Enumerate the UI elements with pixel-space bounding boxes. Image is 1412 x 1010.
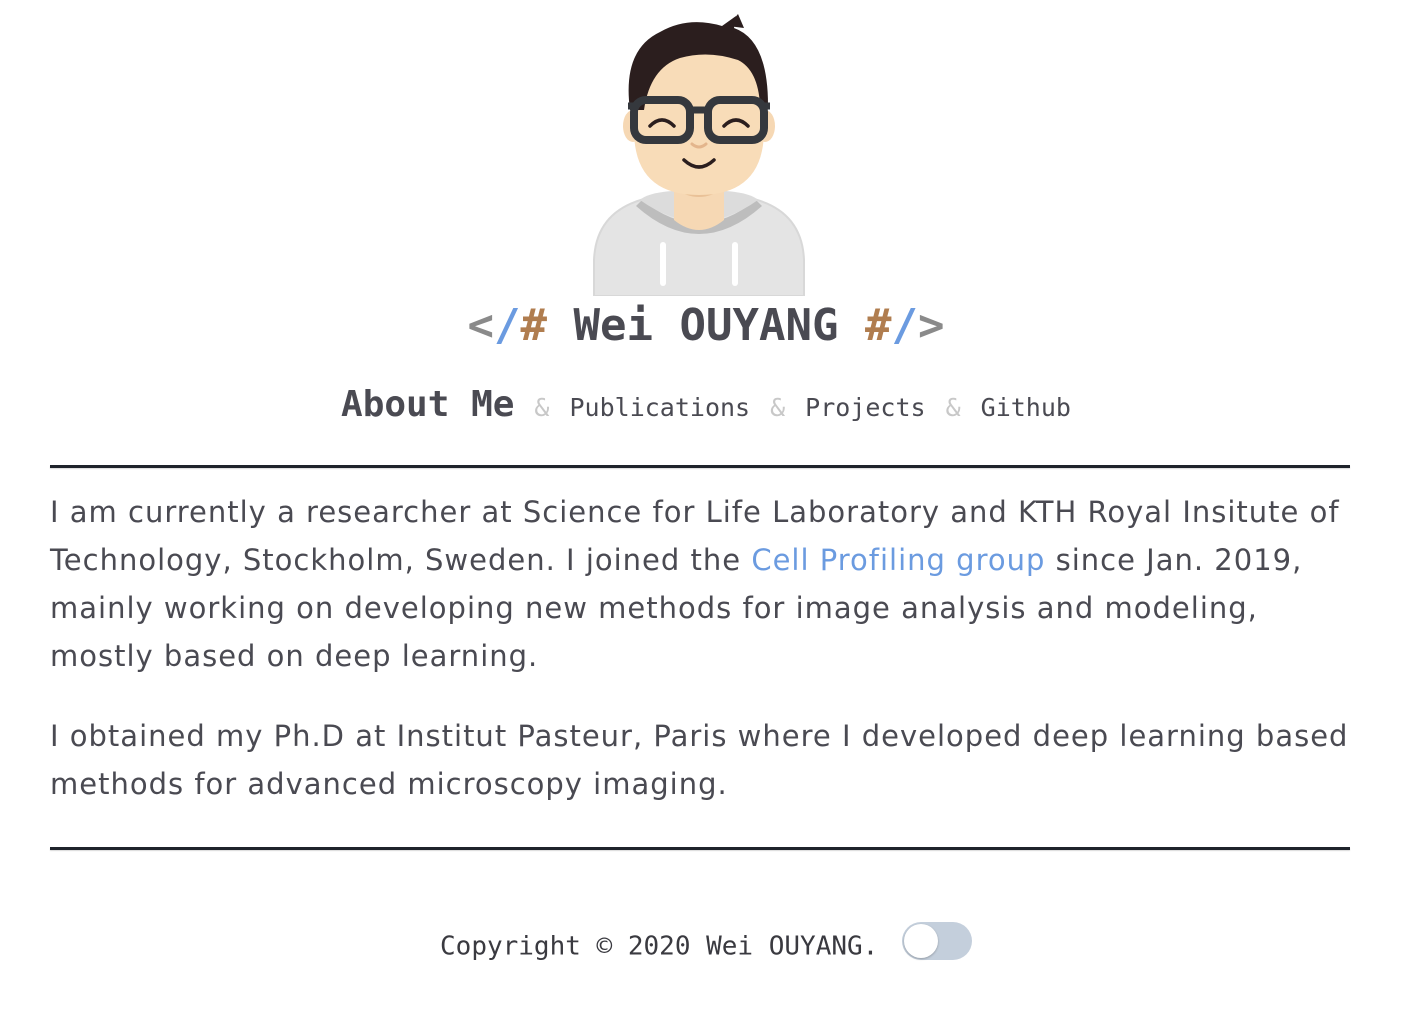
- about-content: [50, 488, 1355, 840]
- about-paragraph-2: I obtained my Ph.D at Institut Pasteur, Paris where I developed deep learning based methods for advanced microscopy imaging.: [50, 719, 1349, 801]
- divider-top: [50, 465, 1350, 468]
- copyright-text: Copyright © 2020 Wei OUYANG.: [440, 931, 879, 962]
- nav-separator: &: [770, 393, 786, 422]
- about-paragraph-1: [50, 488, 1355, 680]
- divider-bottom: [50, 847, 1350, 850]
- nav-separator: &: [945, 393, 961, 422]
- cell-profiling-group-link[interactable]: Cell Profiling group: [751, 543, 1046, 577]
- nav-projects[interactable]: Projects: [805, 393, 926, 422]
- nav-publications[interactable]: Publications: [569, 393, 751, 422]
- avatar: [588, 10, 810, 296]
- nav-github[interactable]: Github: [980, 393, 1071, 422]
- title-open-brackets: </#: [467, 300, 548, 351]
- nav-separator: &: [534, 393, 550, 422]
- toggle-knob: [904, 924, 938, 958]
- nav-about-me[interactable]: About Me: [341, 384, 515, 425]
- theme-toggle[interactable]: [902, 922, 972, 960]
- footer: [0, 928, 1412, 966]
- title-close-brackets: #/>: [864, 300, 945, 351]
- site-title: [0, 300, 1412, 351]
- main-nav: [0, 384, 1412, 425]
- about-p1-text-b: since Jan. 2019, mainly working on developing new methods for image analysis and modeling, mostly based on deep learning.: [50, 543, 1303, 673]
- about-p1-text-a: I am currently a researcher at Science for Life Laboratory and KTH Royal Insitute of Technology, Stockholm, Sweden. I joined the: [50, 495, 1340, 577]
- title-name: Wei OUYANG: [573, 300, 839, 351]
